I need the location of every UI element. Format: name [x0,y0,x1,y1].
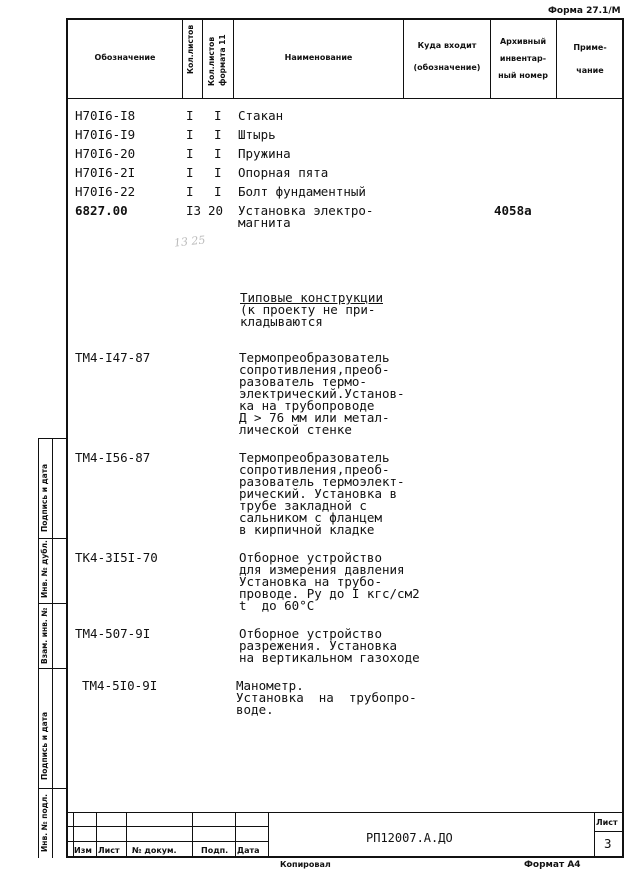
row-name: Пружина [238,146,291,161]
item-code: ТМ4-5I0-9I [82,678,158,693]
form-number: Форма 27.1/М [548,6,621,16]
row-a: I [186,146,194,161]
stamp-podp: Подп. [201,846,229,855]
typical-line3: кладываются [240,314,323,329]
item-code: ТМ4-I56-87 [75,450,151,465]
row-code: Н70I6-I9 [75,127,136,142]
item-line: в кирпичной кладке [239,522,375,537]
header-designation: Обозначение [94,53,156,62]
row-b: I [214,108,222,123]
side-sep [38,788,66,789]
item-code: ТМ4-507-9I [75,626,151,641]
row6-code: 6827.00 [75,203,128,218]
copied-label: Копировал [280,860,331,869]
row6-name-line1: Установка электро- [238,203,374,218]
stamp-col [192,812,193,858]
stamp-top-line [66,812,624,813]
typical-line2: (к проекту не при- [240,302,376,317]
stamp-sheet-label: Лист [596,818,618,827]
item-line: Отборное устройство [239,626,382,641]
header-note: Приме- чание [573,43,607,75]
item-code: ТК4-3I5I-70 [75,550,158,565]
stamp-col [235,812,236,858]
row-code: Н70I6-20 [75,146,136,161]
col-line [233,18,234,98]
item-line: Манометр. [236,678,304,693]
row-b: I [214,146,222,161]
page-frame [66,18,624,858]
item-line: ка на трубопроводе [239,398,375,413]
item-line: Термопреобразователь [239,450,390,465]
side-sep [38,538,66,539]
item-line: Термопреобразователь [239,350,390,365]
stamp-izm: Изм [74,846,92,855]
stamp-doc: № докум. [132,846,177,855]
row-a: I [186,184,194,199]
row-b: I [214,165,222,180]
side-label: Взам. инв. № [40,607,49,664]
stamp-col [594,812,595,858]
row-code: Н70I6-22 [75,184,136,199]
row-name: Болт фундаментный [238,184,366,199]
side-label: Подпись и дата [40,463,49,532]
col-line [490,18,491,98]
stamp-col [96,812,97,858]
item-line: сопротивления,преоб- [239,362,390,377]
item-line: Отборное устройство [239,550,382,565]
side-sep [38,668,66,669]
document-code: РП12007.А.ДО [366,831,453,845]
col-line [182,18,183,98]
item-line: Установка на трубо- [239,574,382,589]
header-sheets11: Кол.листов формата 11 [207,34,227,86]
stamp-col [268,812,269,858]
format-label: Формат А4 [524,860,581,870]
side-line [52,438,53,858]
header-sheets: Кол.листов [186,24,195,74]
row-b: I [214,184,222,199]
item-line: электрический.Установ- [239,386,405,401]
col-line [202,18,203,98]
col-line [556,18,557,98]
item-line: разователь термоэлект- [239,474,405,489]
side-label: Подпись и дата [40,711,49,780]
stamp-col [126,812,127,858]
row6-b: 20 [208,203,224,218]
row6-name-line2: магнита [238,215,291,230]
col-line [403,18,404,98]
item-line: лической стенке [239,422,352,437]
row6-a: I3 [186,203,202,218]
item-line: разователь термо- [239,374,367,389]
item-code: ТМ4-I47-87 [75,350,151,365]
item-line: Установка на трубопро- [236,690,417,705]
item-line: Д > 76 мм или метал- [239,410,390,425]
stamp-data: Дата [237,846,260,855]
item-line: сопротивления,преоб- [239,462,390,477]
item-line: проводе. Ру до I кгс/см2 [239,586,420,601]
item-line: для измерения давления [239,562,405,577]
item-line: t до 60°С [239,598,315,613]
header-archive: Архивный инвентар- ный номер [498,37,548,80]
stamp-line [594,831,624,832]
row-code: Н70I6-I8 [75,108,136,123]
row6-archive: 4058а [494,203,532,218]
row-name: Стакан [238,108,284,123]
stamp-list: Лист [98,846,120,855]
item-line: рический. Установка в [239,486,398,501]
header-included-in: Куда входит (обозначение) [413,41,481,72]
side-label: Инв. № дубл. [40,540,49,598]
side-line [38,438,39,858]
row-name: Опорная пята [238,165,329,180]
row-code: Н70I6-2I [75,165,136,180]
side-label: Инв. № подл. [40,793,49,852]
handwritten-note: 13 25 [173,233,207,250]
header-divider [66,98,624,99]
item-line: воде. [236,702,274,717]
row-a: I [186,108,194,123]
item-line: разрежения. Установка [239,638,398,653]
item-line: на вертикальном газоходе [239,650,420,665]
row-a: I [186,127,194,142]
side-sep [38,438,66,439]
row-a: I [186,165,194,180]
item-line: трубе закладной с [239,498,367,513]
item-line: сальником с фланцем [239,510,382,525]
header-name: Наименование [284,53,353,62]
side-sep [38,603,66,604]
row-b: I [214,127,222,142]
row-name: Штырь [238,127,276,142]
typical-title: Типовые конструкции [240,290,383,305]
stamp-sheet-number: 3 [604,836,612,851]
